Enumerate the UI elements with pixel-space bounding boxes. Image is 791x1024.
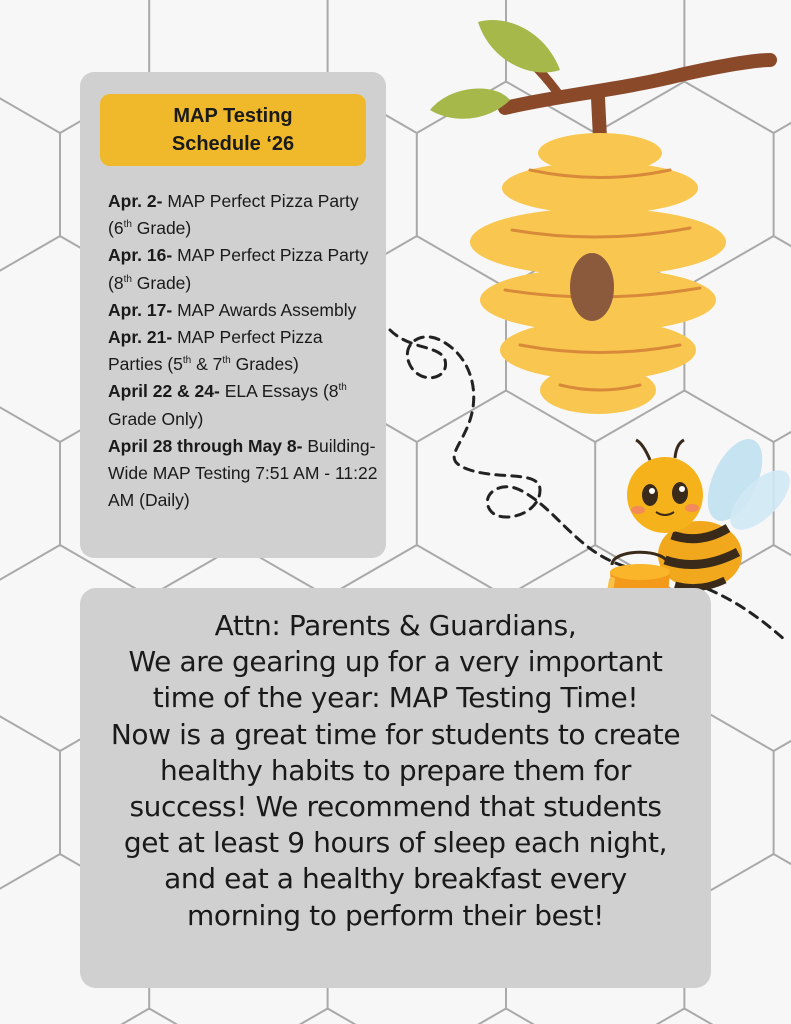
event-description: MAP Perfect Pizza Parties (5 — [108, 327, 323, 375]
event-description: & 7 — [191, 354, 223, 375]
ordinal-suffix: th — [338, 382, 347, 394]
schedule-card — [80, 72, 386, 558]
schedule-title-line: Schedule ‘26 — [171, 133, 295, 155]
message-line: get at least 9 hours of sleep each night, — [123, 826, 668, 860]
event-description: MAP Perfect Pizza Party (8 — [108, 245, 369, 293]
schedule-event — [108, 242, 378, 296]
ordinal-suffix: th — [123, 219, 132, 231]
event-description: ELA Essays (8 — [219, 381, 339, 402]
event-date: Apr. 17- — [108, 299, 173, 320]
parents-message-card — [80, 588, 711, 988]
schedule-title-line: MAP Testing — [173, 105, 293, 127]
event-date: Apr. 21- — [108, 327, 173, 348]
event-description: Grade) — [131, 272, 192, 293]
event-date: Apr. 16- — [108, 245, 173, 266]
event-date: April 28 through May 8- — [108, 435, 303, 456]
schedule-event — [108, 433, 378, 515]
parents-message — [80, 608, 711, 934]
event-description: Grades) — [230, 354, 299, 375]
schedule-event — [108, 297, 378, 324]
schedule-event — [108, 188, 378, 242]
event-date: April 22 & 24- — [108, 381, 220, 402]
event-description: Building-Wide MAP Testing 7:51 AM - 11:22 AM (Daily) — [108, 435, 378, 511]
schedule-title — [100, 94, 366, 166]
message-line: Now is a great time for students to create — [110, 717, 681, 751]
schedule-list — [108, 188, 378, 514]
event-date: Apr. 2- — [108, 191, 163, 211]
schedule-event — [108, 324, 378, 378]
message-line: and eat a healthy breakfast every — [164, 862, 627, 896]
schedule-event — [108, 378, 378, 432]
event-description: MAP Awards Assembly — [172, 299, 357, 320]
ordinal-suffix: th — [222, 355, 231, 367]
message-line: healthy habits to prepare them for — [160, 753, 631, 787]
message-line: success! We recommend that students — [129, 790, 662, 824]
ordinal-suffix: th — [123, 273, 132, 285]
event-description: MAP Perfect Pizza Party (6 — [108, 191, 359, 239]
message-line: time of the year: MAP Testing Time! — [152, 681, 639, 715]
message-line: morning to perform their best! — [186, 898, 604, 932]
event-description: Grade Only) — [108, 408, 204, 429]
ordinal-suffix: th — [182, 355, 192, 367]
message-line: Attn: Parents & Guardians, — [214, 609, 577, 642]
event-description: Grade) — [131, 218, 192, 239]
message-line: We are gearing up for a very important — [128, 645, 663, 679]
